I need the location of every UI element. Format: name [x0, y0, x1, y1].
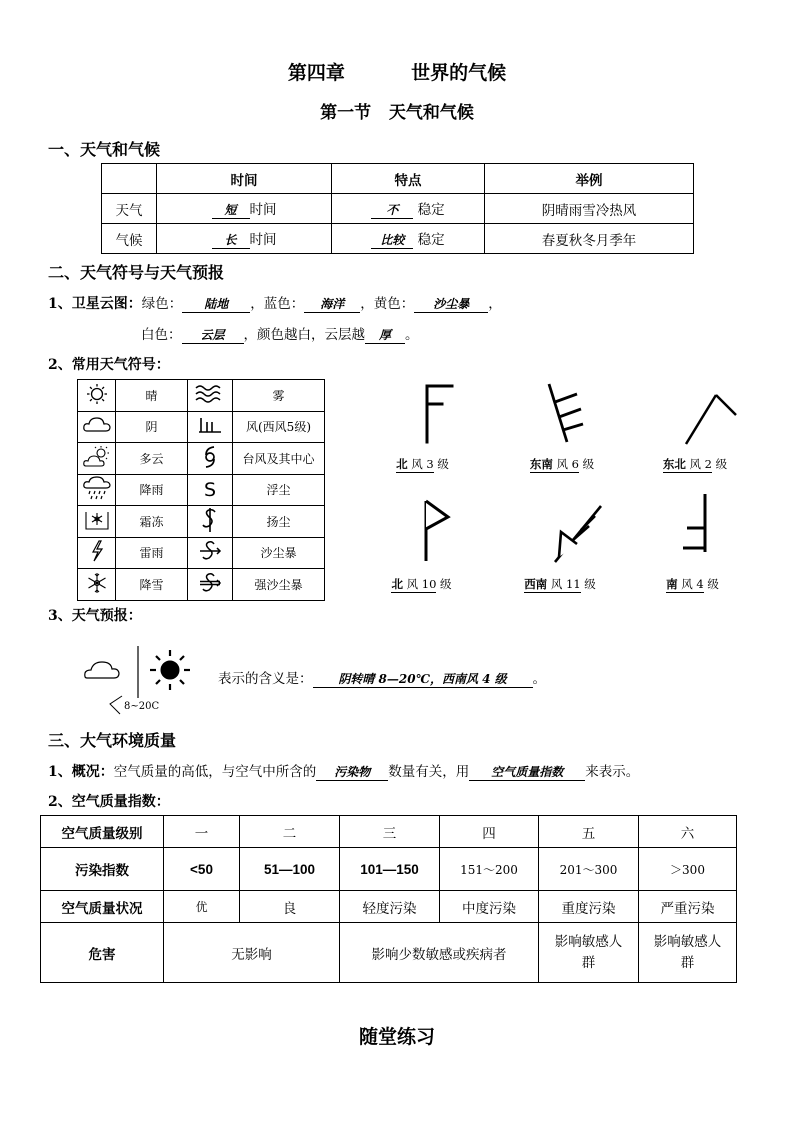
wind-level: 11	[566, 577, 581, 591]
wind-level: 4	[696, 577, 704, 591]
white-label: 白色：	[141, 327, 182, 343]
fill-blank: 比较	[371, 231, 413, 249]
header-feature: 特点	[332, 164, 485, 194]
level-cell: 四	[440, 816, 539, 848]
wind-level: 10	[421, 577, 437, 591]
wind-unit: 级	[584, 577, 596, 591]
wind-label	[512, 456, 612, 473]
overview-text: 空气质量的高低，与空气中所含的	[113, 764, 317, 780]
wind-word: 风	[681, 577, 693, 591]
fill-blank: 短	[212, 201, 250, 219]
wind-direction: 北	[396, 457, 408, 471]
sun-icon	[78, 380, 116, 412]
level-cell: 二	[240, 816, 340, 848]
symbol-label: 霜冻	[116, 506, 188, 538]
fill-blank: 海洋	[304, 295, 360, 313]
period: 。	[532, 671, 546, 687]
fill-blank: 云层	[182, 326, 244, 344]
harm-cell: 影响敏感人群	[639, 923, 737, 983]
symbol-label: 沙尘暴	[233, 537, 325, 569]
symbol-label: 浮尘	[233, 474, 325, 506]
table-row	[102, 194, 694, 224]
thunderstorm-icon	[78, 537, 116, 569]
symbol-label: 风(西风5级)	[233, 411, 325, 443]
period: 。	[405, 327, 419, 343]
table-row	[41, 816, 737, 848]
satellite-tail: ，颜色越白，云层越	[243, 327, 365, 343]
wind-word: 风	[406, 577, 419, 591]
feature-cell	[332, 194, 485, 224]
fill-blank: 厚	[365, 326, 405, 344]
forecast-heading: 3、天气预报：	[48, 608, 142, 624]
wind-unit: 级	[582, 457, 595, 471]
status-cell: 良	[240, 891, 340, 923]
symbol-label: 阴	[116, 411, 188, 443]
harm-cell: 无影响	[164, 923, 340, 983]
fill-blank: 长	[212, 231, 250, 249]
header-time: 时间	[157, 164, 332, 194]
wind-word: 风	[556, 457, 568, 471]
wind-barb-southeast-6-icon	[535, 380, 595, 445]
air-quality-table	[40, 815, 737, 983]
status-cell: 中度污染	[440, 891, 539, 923]
comma: ，	[488, 296, 502, 312]
level-cell: 一	[164, 816, 240, 848]
forecast-temperature: 8~20C	[124, 701, 160, 712]
wind-label	[380, 456, 465, 473]
wind-direction: 北	[391, 577, 403, 591]
satellite-label: 1、卫星云图：	[48, 296, 142, 312]
wind-barb-north-3-icon	[410, 380, 460, 445]
cell-text: 时间	[249, 232, 277, 248]
strong-sandstorm-icon	[188, 569, 233, 601]
index-cell: 201～300	[539, 848, 639, 891]
symbol-label: 扬尘	[233, 506, 325, 538]
index-heading: 2、空气质量指数：	[48, 794, 170, 810]
overview-text: 来表示。	[585, 764, 640, 780]
rain-icon	[78, 474, 116, 506]
satellite-line-2	[141, 323, 419, 344]
frost-icon	[78, 506, 116, 538]
status-cell: 轻度污染	[340, 891, 440, 923]
time-cell	[157, 194, 332, 224]
table-row	[78, 443, 325, 475]
cell-text: 稳定	[417, 232, 445, 248]
symbol-label: 强沙尘暴	[233, 569, 325, 601]
header-empty	[102, 164, 157, 194]
table-row	[41, 848, 737, 891]
index-cell: 151～200	[440, 848, 539, 891]
typhoon-icon	[188, 443, 233, 475]
chapter-title: 第四章 世界的气候	[287, 62, 507, 84]
overview-label: 1、概况：	[48, 764, 114, 780]
part1-heading: 一、天气和气候	[48, 140, 161, 159]
wind-direction: 西南	[524, 577, 548, 591]
wind-label	[645, 576, 740, 593]
wind-level: 2	[704, 457, 712, 471]
table-row	[78, 474, 325, 506]
index-cell: 101—150	[340, 848, 440, 891]
wind-direction: 南	[666, 577, 678, 591]
cell-text: 时间	[249, 202, 277, 218]
sandstorm-icon	[188, 537, 233, 569]
table-row	[102, 224, 694, 254]
cell-text: 稳定	[417, 202, 445, 218]
level-cell: 三	[340, 816, 440, 848]
fill-blank: 不	[371, 201, 413, 219]
level-cell: 六	[639, 816, 737, 848]
wind-word: 风	[550, 577, 563, 591]
forecast-prefix: 表示的含义是：	[218, 671, 313, 687]
yellow-label: ，黄色：	[360, 296, 415, 312]
part3-heading: 三、大气环境质量	[48, 731, 177, 750]
status-cell: 优	[164, 891, 240, 923]
satellite-line-1	[48, 292, 502, 313]
wind-level: 6	[571, 457, 579, 471]
wind-barb-northeast-2-icon	[680, 385, 740, 447]
symbol-label: 台风及其中心	[233, 443, 325, 475]
example-cell: 阴晴雨雪冷热风	[485, 194, 694, 224]
row-header: 空气质量状况	[41, 891, 164, 923]
fill-blank: 陆地	[182, 295, 250, 313]
fog-icon	[188, 380, 233, 412]
cloud-icon	[78, 411, 116, 443]
floating-dust-icon: S	[188, 474, 233, 506]
symbol-label: 降雪	[116, 569, 188, 601]
partly-cloudy-icon	[78, 443, 116, 475]
wind-unit: 级	[437, 457, 449, 471]
index-cell: <50	[164, 848, 240, 891]
feature-cell	[332, 224, 485, 254]
forecast-meaning	[218, 667, 546, 688]
fill-blank: 阴转晴 8—20℃，西南风 4 级	[313, 670, 533, 688]
example-cell: 春夏秋冬月季年	[485, 224, 694, 254]
row-label: 天气	[102, 194, 157, 224]
status-cell: 严重污染	[639, 891, 737, 923]
row-header: 污染指数	[41, 848, 164, 891]
snow-icon	[78, 569, 116, 601]
symbol-label: 降雨	[116, 474, 188, 506]
row-header: 危害	[41, 923, 164, 983]
table-row	[78, 506, 325, 538]
table-row	[78, 411, 325, 443]
fill-blank: 沙尘暴	[414, 295, 488, 313]
wind-label	[645, 456, 745, 473]
wind-unit: 级	[715, 457, 728, 471]
symbol-label: 多云	[116, 443, 188, 475]
overview-line	[48, 760, 639, 781]
overview-text: 数量有关，用	[388, 764, 470, 780]
row-label: 气候	[102, 224, 157, 254]
wind-unit: 级	[440, 577, 452, 591]
table-row	[78, 537, 325, 569]
wind-unit: 级	[707, 577, 719, 591]
wind-barb-southwest-11-icon	[545, 500, 615, 568]
weather-symbols-table	[77, 379, 325, 601]
section-title: 第一节 天气和气候	[320, 103, 474, 123]
fill-blank: 空气质量指数	[469, 763, 585, 781]
table-row	[78, 569, 325, 601]
wind-word: 风	[689, 457, 701, 471]
symbol-label: 雷雨	[116, 537, 188, 569]
symbol-label: 晴	[116, 380, 188, 412]
status-cell: 重度污染	[539, 891, 639, 923]
wind-word: 风	[411, 457, 423, 471]
blue-label: ，蓝色：	[250, 296, 305, 312]
symbol-label: 雾	[233, 380, 325, 412]
header-example: 举例	[485, 164, 694, 194]
fill-blank: 污染物	[316, 763, 388, 781]
wind-label	[374, 576, 469, 593]
green-label: 绿色：	[141, 296, 183, 312]
harm-cell: 影响敏感人群	[539, 923, 639, 983]
row-header: 空气质量级别	[41, 816, 164, 848]
level-cell: 五	[539, 816, 639, 848]
time-cell	[157, 224, 332, 254]
wind-direction: 东南	[529, 457, 553, 471]
harm-cell: 影响少数敏感或疾病者	[340, 923, 539, 983]
blowing-dust-icon	[188, 506, 233, 538]
table-row	[78, 380, 325, 412]
index-cell: ＞300	[639, 848, 737, 891]
table-row	[41, 923, 737, 983]
wind-west-5-icon	[188, 411, 233, 443]
wind-level: 3	[426, 457, 434, 471]
wind-direction: 东北	[662, 457, 686, 471]
index-cell: 51—100	[240, 848, 340, 891]
wind-label	[505, 576, 615, 593]
practice-title: 随堂练习	[358, 1026, 435, 1048]
wind-barb-north-10-icon	[410, 495, 460, 565]
wind-barb-south-4-icon	[675, 490, 715, 555]
table-row	[41, 891, 737, 923]
symbols-heading: 2、常用天气符号：	[48, 357, 170, 373]
weather-climate-table	[101, 163, 694, 254]
part2-heading: 二、天气符号与天气预报	[48, 263, 225, 282]
